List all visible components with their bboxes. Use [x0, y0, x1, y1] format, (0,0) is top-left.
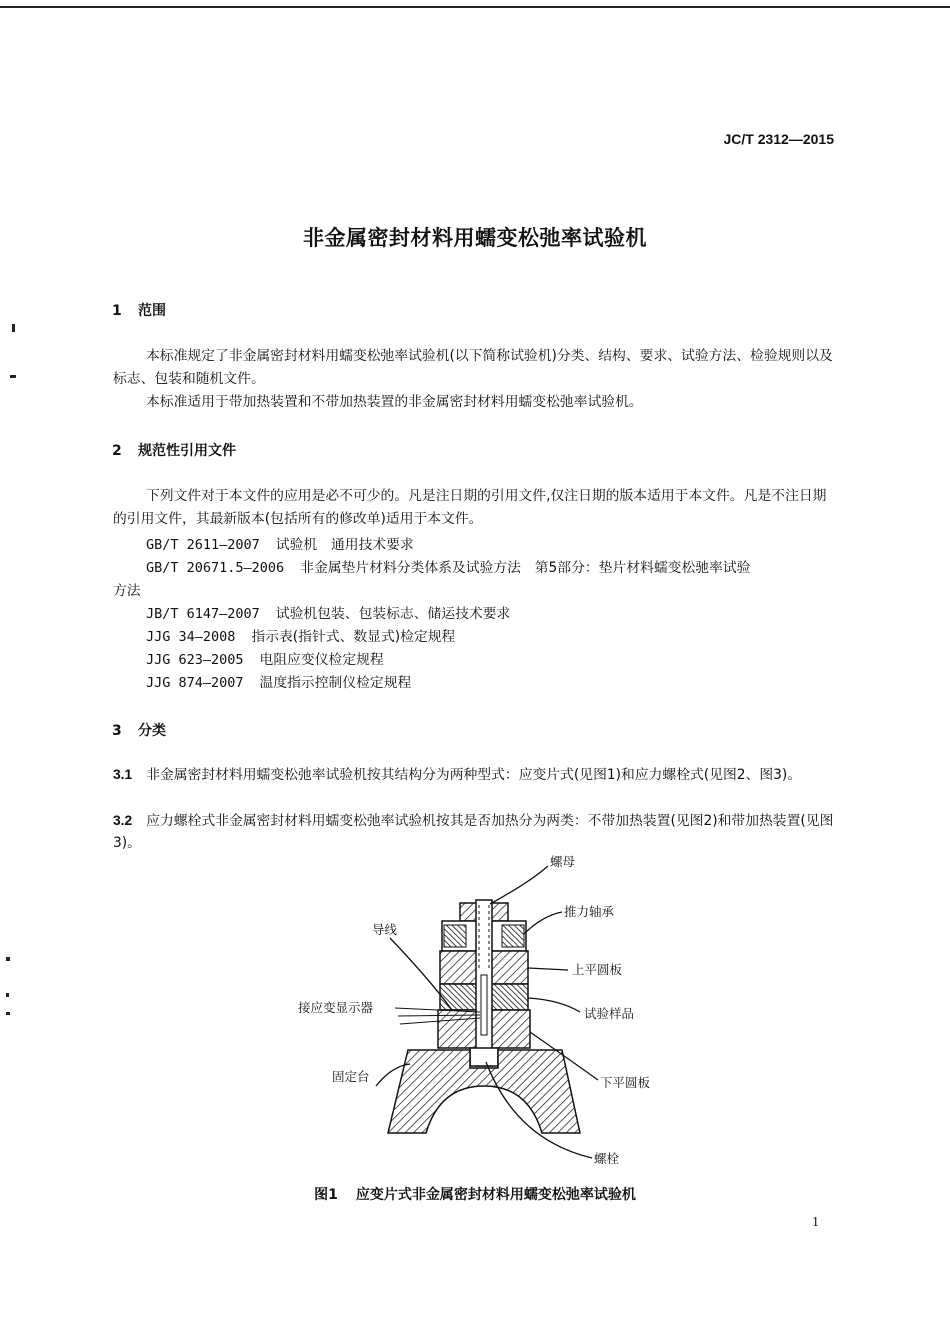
section-title: 范围	[138, 303, 166, 319]
section-number: 1	[112, 303, 122, 319]
scan-mark	[10, 375, 16, 378]
reference-continuation: 方法	[113, 583, 141, 599]
section-2-intro: 下列文件对于本文件的应用是必不可少的。凡是注日期的引用文件,仅注日期的版本适用于本文件。凡是不注日期的引用文件，其最新版本(包括所有的修改单)适用于本文件。	[113, 488, 827, 527]
bolt-gauge-slot	[481, 975, 487, 1035]
subsection-text: 应力螺栓式非金属密封材料用蠕变松弛率试验机按其是否加热分为两类：不带加热装置(见图2)和带加热装置(见图3)。	[113, 813, 834, 851]
section-2-heading	[112, 440, 236, 460]
reference-title: 电阻应变仪检定规程	[259, 652, 384, 668]
section-title: 分类	[138, 723, 166, 739]
label-upper-plate: 上平圆板	[572, 962, 623, 977]
section-3-heading	[112, 720, 166, 740]
figure-1-caption	[0, 1184, 950, 1204]
figure-1-diagram	[280, 850, 680, 1180]
reference-code: JJG 34—2008	[146, 629, 236, 645]
scan-mark	[6, 1012, 10, 1015]
label-nut: 螺母	[550, 854, 576, 869]
figure-number: 图1	[314, 1187, 338, 1203]
subsection-number: 3.2	[113, 813, 133, 828]
reference-code: GB/T 20671.5—2006	[146, 560, 285, 576]
reference-title: 非金属垫片材料分类体系及试验方法 第5部分：垫片材料蠕变松驰率试验	[300, 560, 751, 576]
label-lower-plate: 下平圆板	[600, 1075, 651, 1090]
section-1-heading	[112, 300, 166, 320]
section-1-paragraph-2: 本标准适用于带加热装置和不带加热装置的非金属密封材料用蠕变松弛率试验机。	[146, 394, 643, 410]
section-number: 2	[112, 443, 122, 459]
reference-title: 试验机包装、包装标志、储运技术要求	[275, 606, 511, 622]
reference-code: GB/T 2611—2007	[146, 537, 260, 553]
label-test-sample: 试验样品	[584, 1006, 635, 1021]
reference-item	[146, 556, 750, 576]
scan-mark	[12, 324, 15, 332]
document-title: 非金属密封材料用蠕变松弛率试验机	[303, 226, 647, 250]
top-border-line	[0, 6, 950, 8]
scan-mark	[6, 957, 10, 961]
label-strain-display: 接应变显示器	[298, 1000, 374, 1015]
bearing-left	[444, 925, 466, 947]
subsection-3-1	[113, 764, 835, 786]
subsection-number: 3.1	[113, 767, 133, 782]
reference-code: JB/T 6147—2007	[146, 606, 260, 622]
reference-item	[146, 671, 411, 691]
leader-line	[528, 998, 580, 1012]
reference-title: 温度指示控制仪检定规程	[259, 675, 412, 691]
reference-title: 指示表(指针式、数显式)检定规程	[251, 629, 456, 645]
leader-line	[490, 866, 548, 904]
reference-item	[146, 625, 455, 645]
section-title: 规范性引用文件	[138, 443, 236, 459]
label-bolt: 螺栓	[594, 1151, 620, 1166]
bolt-head	[470, 1048, 498, 1066]
section-1-paragraph-1: 本标准规定了非金属密封材料用蠕变松弛率试验机(以下简称试验机)分类、结构、要求、试验方法、检验规则以及标志、包装和随机文件。	[113, 348, 833, 387]
leader-line	[524, 912, 562, 934]
scan-mark	[6, 993, 9, 997]
label-fixed-base: 固定台	[332, 1069, 370, 1084]
subsection-3-2	[113, 810, 835, 854]
figure-caption-text: 应变片式非金属密封材料用蠕变松弛率试验机	[355, 1187, 636, 1203]
reference-item	[146, 602, 510, 622]
reference-item	[146, 533, 414, 553]
page-number: 1	[812, 1215, 819, 1230]
bearing-right	[502, 925, 524, 947]
reference-item	[146, 648, 384, 668]
reference-code: JJG 623—2005	[146, 652, 244, 668]
section-number: 3	[112, 723, 122, 739]
label-thrust-bearing: 推力轴承	[564, 904, 615, 919]
standard-code: JC/T 2312—2015	[723, 131, 834, 147]
label-wire: 导线	[372, 922, 398, 937]
leader-line	[528, 968, 568, 970]
reference-code: JJG 874—2007	[146, 675, 244, 691]
subsection-text: 非金属密封材料用蠕变松弛率试验机按其结构分为两种型式：应变片式(见图1)和应力螺栓式(见图2、图3)。	[146, 767, 802, 783]
reference-title: 试验机 通用技术要求	[275, 537, 414, 553]
